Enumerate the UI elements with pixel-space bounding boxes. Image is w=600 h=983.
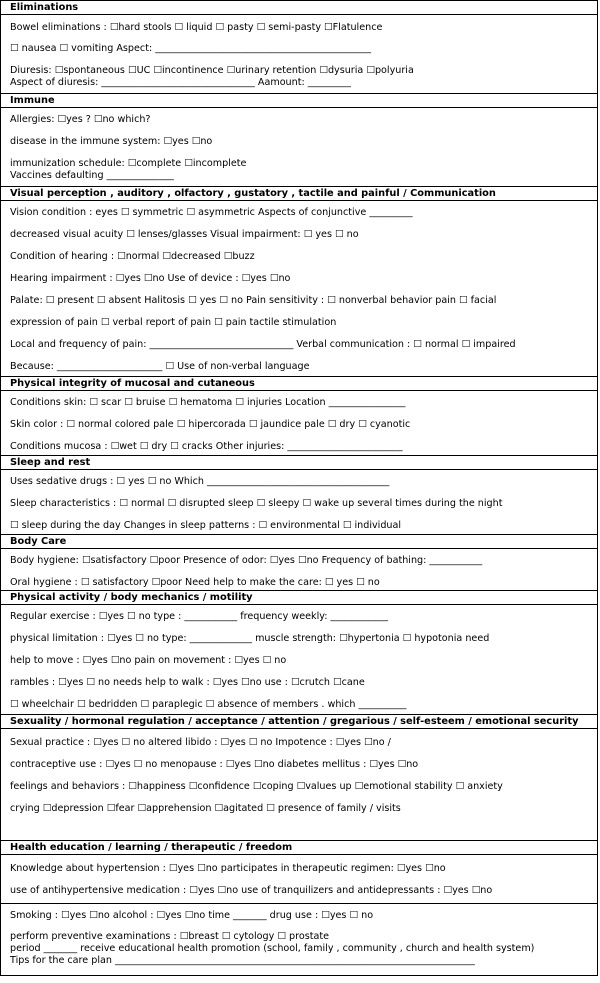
section-integrity bbox=[1, 377, 597, 456]
section-title: Immune bbox=[1, 94, 597, 108]
section-title: Health education / learning / therapeutic / freedom bbox=[1, 841, 597, 855]
form-line[interactable]: decreased visual acuity ☐ lenses/glasses Visual impairment: ☐ yes ☐ no bbox=[10, 229, 359, 240]
form-line[interactable]: Uses sedative drugs : ☐ yes ☐ no Which ______________________________________ bbox=[10, 476, 390, 487]
form-line[interactable]: Condition of hearing : ☐normal ☐decreased ☐buzz bbox=[10, 251, 255, 262]
section-title: Sleep and rest bbox=[1, 456, 597, 470]
form-line[interactable]: perform preventive examinations : ☐breast ☐ cytology ☐ prostate bbox=[10, 931, 330, 942]
section-activity bbox=[1, 591, 597, 715]
form-line[interactable]: Regular exercise : ☐yes ☐ no type : ___________ frequency weekly: ____________ bbox=[10, 611, 389, 622]
form-line[interactable]: feelings and behaviors : ☐happiness ☐confidence ☐coping ☐values up ☐emotional stability ☐ anxiety bbox=[10, 781, 503, 792]
form-line[interactable]: ☐ sleep during the day Changes in sleep patterns : ☐ environmental ☐ individual bbox=[10, 520, 402, 531]
section-immune bbox=[1, 94, 597, 187]
section-bodycare bbox=[1, 535, 597, 591]
form-line[interactable]: Aspect of diuresis: ________________________________ Aamount: _________ bbox=[10, 77, 351, 88]
form-line[interactable]: physical limitation : ☐yes ☐ no type: _____________ muscle strength: ☐hypertonia ☐ hypotonia need bbox=[10, 633, 490, 644]
section-title: Eliminations bbox=[1, 1, 597, 15]
form-line[interactable]: help to move : ☐yes ☐no pain on movement : ☐yes ☐ no bbox=[10, 655, 287, 666]
form-line[interactable]: Allergies: ☐yes ? ☐no which? bbox=[10, 114, 151, 125]
form-line[interactable]: Conditions skin: ☐ scar ☐ bruise ☐ hematoma ☐ injuries Location ________________ bbox=[10, 397, 406, 408]
form-line[interactable]: period _______ receive educational health promotion (school, family , community , church and health system) bbox=[10, 943, 535, 954]
form-line[interactable]: Vision condition : eyes ☐ symmetric ☐ asymmetric Aspects of conjunctive _________ bbox=[10, 207, 413, 218]
form-line[interactable]: contraceptive use : ☐yes ☐ no menopause : ☐yes ☐no diabetes mellitus : ☐yes ☐no bbox=[10, 759, 419, 770]
form-line[interactable]: Skin color : ☐ normal colored pale ☐ hipercorada ☐ jaundice pale ☐ dry ☐ cyanotic bbox=[10, 419, 411, 430]
form-line[interactable]: crying ☐depression ☐fear ☐apprehension ☐agitated ☐ presence of family / visits bbox=[10, 803, 401, 814]
section-title: Visual perception , auditory , olfactory , gustatory , tactile and painful / Communication bbox=[1, 187, 597, 201]
form-line[interactable]: Vaccines defaulting ______________ bbox=[10, 170, 174, 181]
section-title: Body Care bbox=[1, 535, 597, 549]
section-title: Physical integrity of mucosal and cutaneous bbox=[1, 377, 597, 391]
section-sexuality bbox=[1, 715, 597, 841]
form-line[interactable]: Because: ______________________ ☐ Use of non-verbal language bbox=[10, 361, 310, 372]
form-line[interactable]: expression of pain ☐ verbal report of pain ☐ pain tactile stimulation bbox=[10, 317, 337, 328]
form-line[interactable]: ☐ nausea ☐ vomiting Aspect: _____________________________________________ bbox=[10, 43, 372, 54]
section-sleep bbox=[1, 456, 597, 535]
form-line[interactable]: Palate: ☐ present ☐ absent Halitosis ☐ yes ☐ no Pain sensitivity : ☐ nonverbal behavior pain ☐ facial bbox=[10, 295, 497, 306]
section-eliminations bbox=[1, 1, 597, 94]
form-line[interactable]: Knowledge about hypertension : ☐yes ☐no participates in therapeutic regimen: ☐yes ☐no bbox=[10, 863, 446, 874]
section-perception bbox=[1, 187, 597, 377]
section-education bbox=[1, 841, 597, 904]
form-line[interactable]: Diuresis: ☐spontaneous ☐UC ☐incontinence ☐urinary retention ☐dysuria ☐polyuria bbox=[10, 65, 414, 76]
section-title: Sexuality / hormonal regulation / acceptance / attention / gregarious / self-esteem / emotional security bbox=[1, 715, 597, 729]
form-line[interactable]: Bowel eliminations : ☐hard stools ☐ liquid ☐ pasty ☐ semi-pasty ☐Flatulence bbox=[10, 22, 383, 33]
form-line[interactable]: Body hygiene: ☐satisfactory ☐poor Presence of odor: ☐yes ☐no Frequency of bathing: ___________ bbox=[10, 555, 483, 566]
form-line[interactable]: Oral hygiene : ☐ satisfactory ☐poor Need help to make the care: ☐ yes ☐ no bbox=[10, 577, 380, 588]
form-line[interactable]: rambles : ☐yes ☐ no needs help to walk : ☐yes ☐no use : ☐crutch ☐cane bbox=[10, 677, 365, 688]
form-line[interactable]: Conditions mucosa : ☐wet ☐ dry ☐ cracks Other injuries: ________________________ bbox=[10, 441, 403, 452]
form-line[interactable]: ☐ wheelchair ☐ bedridden ☐ paraplegic ☐ absence of members . which __________ bbox=[10, 699, 407, 710]
form-line[interactable]: Local and frequency of pain: ______________________________ Verbal communication : ☐ normal ☐ impaired bbox=[10, 339, 516, 350]
form-line[interactable]: Sleep characteristics : ☐ normal ☐ disrupted sleep ☐ sleepy ☐ wake up several times during the night bbox=[10, 498, 503, 509]
form-line[interactable]: Tips for the care plan ___________________________________________________________________________ bbox=[10, 955, 475, 966]
section-title: Physical activity / body mechanics / motility bbox=[1, 591, 597, 605]
form-line[interactable]: disease in the immune system: ☐yes ☐no bbox=[10, 136, 213, 147]
form-line[interactable]: use of antihypertensive medication : ☐yes ☐no use of tranquilizers and antidepressants : ☐yes ☐no bbox=[10, 885, 493, 896]
form-line[interactable]: Smoking : ☐yes ☐no alcohol : ☐yes ☐no time _______ drug use : ☐yes ☐ no bbox=[10, 910, 374, 921]
form-line[interactable]: Hearing impairment : ☐yes ☐no Use of device : ☐yes ☐no bbox=[10, 273, 291, 284]
form-line[interactable]: immunization schedule: ☐complete ☐incomplete bbox=[10, 158, 247, 169]
form-line[interactable]: Sexual practice : ☐yes ☐ no altered libido : ☐yes ☐ no Impotence : ☐yes ☐no / bbox=[10, 737, 391, 748]
section-final bbox=[1, 910, 597, 983]
